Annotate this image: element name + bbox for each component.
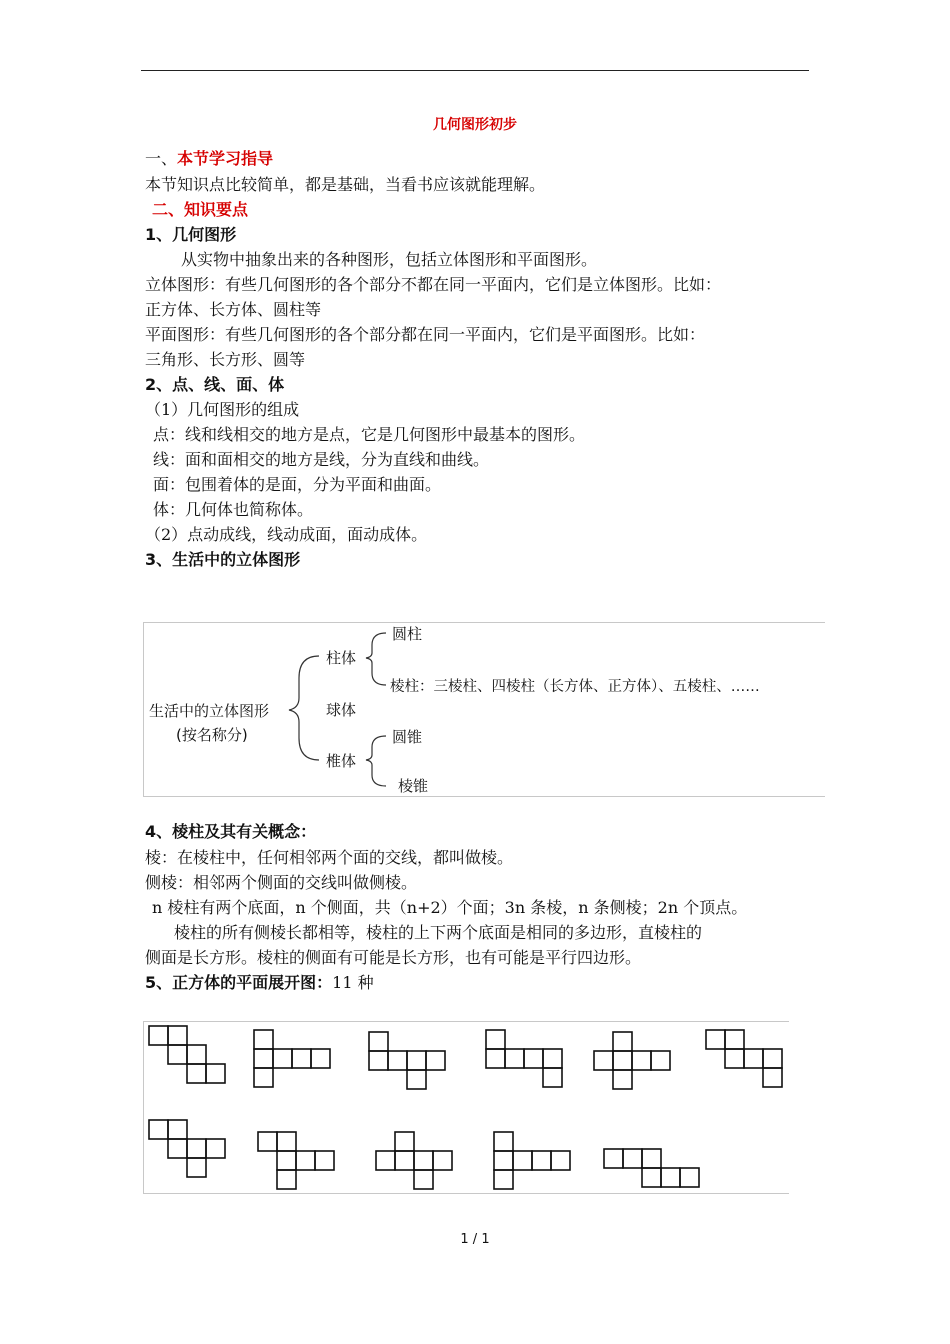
cube-net-face [369, 1051, 388, 1070]
cube-net-face [168, 1120, 187, 1139]
item-1-intro: 从实物中抽象出来的各种图形，包括立体图形和平面图形。 [181, 250, 598, 269]
item-2-line-4: 面：包围着体的是面，分为平面和曲面。 [153, 475, 442, 494]
cube-net-11 [604, 1149, 699, 1187]
item-2-line-1: （1）几何图形的组成 [145, 400, 300, 419]
item-4-heading: 4、棱柱及其有关概念： [145, 822, 317, 841]
item-2-line-2: 点：线和线相交的地方是点，它是几何图形中最基本的图形。 [153, 425, 586, 444]
diagram-node-pyramid: 棱锥 [398, 777, 429, 795]
cube-net-face [524, 1049, 543, 1068]
section-2-heading: 二、知识要点 [152, 200, 249, 219]
cube-net-face [486, 1030, 505, 1049]
cube-net-face [414, 1151, 433, 1170]
item-2-heading: 2、点、线、面、体 [145, 375, 285, 394]
cube-net-1 [149, 1026, 225, 1083]
diagram-root-label: 生活中的立体图形 [149, 702, 270, 720]
cube-net-face [206, 1139, 225, 1158]
cube-net-face [642, 1149, 661, 1168]
cube-net-face [494, 1132, 513, 1151]
cube-net-face [433, 1151, 452, 1170]
cube-net-face [725, 1049, 744, 1068]
item-4-line-4a: 棱柱的所有侧棱长都相等，棱柱的上下两个底面是相同的多边形，直棱柱的 [174, 923, 703, 942]
cube-net-face [551, 1151, 570, 1170]
cube-net-9 [376, 1132, 452, 1189]
cube-net-face [254, 1068, 273, 1087]
cube-net-face [292, 1049, 311, 1068]
diagram-node-sphere: 球体 [326, 701, 357, 719]
header-rule [141, 70, 809, 71]
cube-net-face [273, 1049, 292, 1068]
item-1-solid-def: 立体图形：有些几何图形的各个部分不都在同一平面内，它们是立体图形。比如： [145, 275, 722, 294]
item-4-line-4b: 侧面是长方形。棱柱的侧面有可能是长方形，也有可能是平行四边形。 [145, 948, 642, 967]
cube-net-face [594, 1051, 613, 1070]
cube-net-face [407, 1070, 426, 1089]
diagram-node-prisms: 棱柱：三棱柱、四棱柱（长方体、正方体）、五棱柱、…… [390, 679, 760, 695]
cube-net-face [277, 1151, 296, 1170]
cube-net-face [414, 1170, 433, 1189]
cube-net-face [543, 1049, 562, 1068]
cube-net-7 [149, 1120, 225, 1177]
cube-net-face [168, 1045, 187, 1064]
cube-net-face [149, 1026, 168, 1045]
cube-net-face [661, 1168, 680, 1187]
item-3-heading: 3、生活中的立体图形 [145, 550, 301, 569]
item-5-heading: 5、正方体的平面展开图：11 种 [145, 973, 374, 992]
cube-net-face [744, 1049, 763, 1068]
cube-net-face [706, 1030, 725, 1049]
cube-net-face [613, 1070, 632, 1089]
item-2-line-3: 线：面和面相交的地方是线，分为直线和曲线。 [153, 450, 490, 469]
item-2-line-6: （2）点动成线，线动成面，面动成体。 [145, 525, 428, 544]
cube-net-face [187, 1045, 206, 1064]
cube-net-face [494, 1170, 513, 1189]
diagram-node-cylinder: 圆柱 [392, 625, 423, 643]
cube-net-face [486, 1049, 505, 1068]
cube-net-3 [369, 1032, 445, 1089]
item-4-line-2: 侧棱：相邻两个侧面的交线叫做侧棱。 [145, 873, 418, 892]
cube-net-face [254, 1049, 273, 1068]
cube-net-face [277, 1132, 296, 1151]
item-1-solid-examples: 正方体、长方体、圆柱等 [145, 300, 322, 319]
page-number: 1 / 1 [460, 1232, 490, 1247]
cube-net-face [642, 1168, 661, 1187]
page-title: 几何图形初步 [433, 117, 517, 133]
item-4-line-3: n 棱柱有两个底面，n 个侧面，共（n+2）个面；3n 条棱，n 条侧棱；2n 个顶点。 [152, 898, 748, 917]
cube-net-face [395, 1151, 414, 1170]
cube-net-face [311, 1049, 330, 1068]
cube-net-face [376, 1151, 395, 1170]
cube-net-face [494, 1151, 513, 1170]
cube-net-face [277, 1170, 296, 1189]
cube-net-face [187, 1158, 206, 1177]
cube-net-face [604, 1149, 623, 1168]
cube-net-face [315, 1151, 334, 1170]
cube-net-face [187, 1064, 206, 1083]
cube-net-face [623, 1149, 642, 1168]
cube-net-face [369, 1032, 388, 1051]
cube-net-face [505, 1049, 524, 1068]
cube-net-face [149, 1120, 168, 1139]
cube-net-face [407, 1051, 426, 1070]
cube-net-face [651, 1051, 670, 1070]
cube-net-5 [594, 1032, 670, 1089]
diagram-node-circular-cone: 圆锥 [392, 728, 423, 746]
diagram-node-prism: 柱体 [326, 649, 357, 667]
cube-net-4 [486, 1030, 562, 1087]
cube-net-face [168, 1139, 187, 1158]
section-1-text: 本节知识点比较简单，都是基础，当看书应该就能理解。 [145, 175, 546, 194]
item-1-plane-def: 平面图形：有些几何图形的各个部分都在同一平面内，它们是平面图形。比如： [145, 325, 706, 344]
cube-net-6 [706, 1030, 782, 1087]
item-2-line-5: 体：几何体也简称体。 [153, 500, 314, 519]
cube-net-face [680, 1168, 699, 1187]
cube-net-face [388, 1051, 407, 1070]
cube-net-face [543, 1068, 562, 1087]
cube-net-face [613, 1032, 632, 1051]
solid-figures-diagram [143, 622, 825, 797]
diagram-root-sublabel: (按名称分) [176, 726, 248, 744]
cube-net-face [426, 1051, 445, 1070]
cube-nets-figure [143, 1021, 789, 1194]
cube-net-face [258, 1132, 277, 1151]
cube-net-face [763, 1068, 782, 1087]
cube-net-2 [254, 1030, 330, 1087]
cube-net-face [254, 1030, 273, 1049]
cube-net-face [725, 1030, 744, 1049]
cube-net-10 [494, 1132, 570, 1189]
section-1-heading: 一、本节学习指导 [145, 149, 274, 168]
cube-net-face [168, 1026, 187, 1045]
cube-net-face [763, 1049, 782, 1068]
diagram-node-cone: 椎体 [326, 752, 357, 770]
cube-net-face [513, 1151, 532, 1170]
cube-net-face [613, 1051, 632, 1070]
cube-net-face [187, 1139, 206, 1158]
cube-net-face [532, 1151, 551, 1170]
item-1-plane-examples: 三角形、长方形、圆等 [145, 350, 306, 369]
cube-net-8 [258, 1132, 334, 1189]
cube-net-face [206, 1064, 225, 1083]
item-1-heading: 1、几何图形 [145, 225, 237, 244]
cube-net-face [296, 1151, 315, 1170]
cube-net-face [632, 1051, 651, 1070]
item-4-line-1: 棱：在棱柱中，任何相邻两个面的交线，都叫做棱。 [145, 848, 514, 867]
cube-net-face [395, 1132, 414, 1151]
